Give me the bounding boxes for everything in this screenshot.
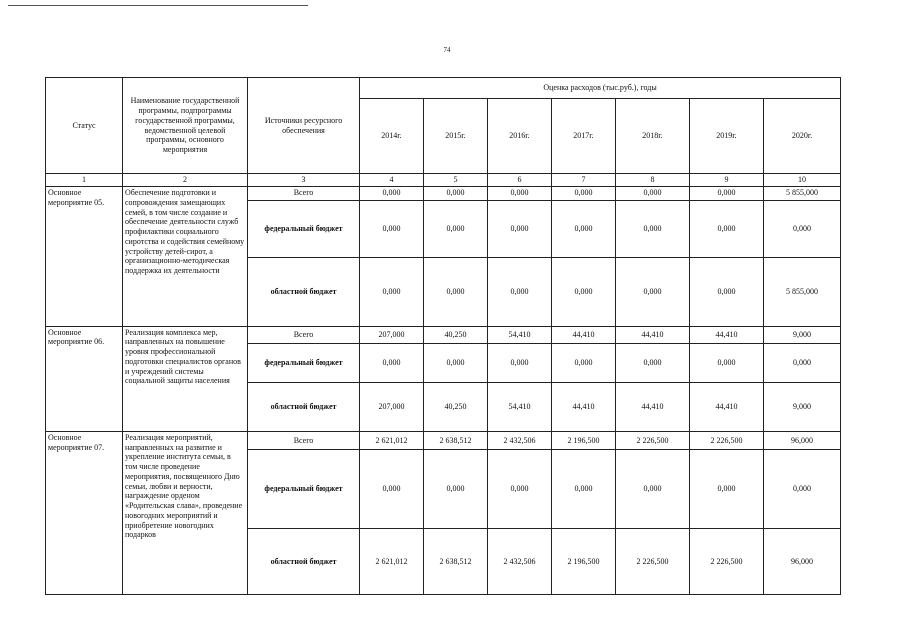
header-name: Наименование государственной программы, подпрограммы государственной программы, ведомственной целевой программы, основного мероприятия (123, 78, 248, 174)
value-cell: 0,000 (552, 258, 616, 326)
value-cell: 96,000 (764, 528, 841, 594)
value-cell: 44,410 (690, 383, 764, 432)
value-cell: 40,250 (424, 326, 488, 344)
value-cell: 0,000 (764, 200, 841, 258)
value-cell: 44,410 (616, 383, 690, 432)
source-federal: федеральный бюджет (248, 344, 360, 383)
value-cell: 0,000 (552, 200, 616, 258)
value-cell: 0,000 (616, 258, 690, 326)
value-cell: 0,000 (424, 200, 488, 258)
column-number: 10 (764, 174, 841, 187)
expenditure-table (45, 77, 841, 595)
source-federal: федеральный бюджет (248, 200, 360, 258)
value-cell: 207,000 (360, 383, 424, 432)
source-regional: областной бюджет (248, 258, 360, 326)
value-cell: 44,410 (552, 383, 616, 432)
value-cell: 0,000 (424, 344, 488, 383)
activity-status: Основное мероприятие 06. (46, 326, 123, 431)
value-cell: 0,000 (488, 344, 552, 383)
value-cell: 0,000 (616, 344, 690, 383)
value-cell: 0,000 (360, 258, 424, 326)
column-number: 5 (424, 174, 488, 187)
value-cell: 0,000 (690, 344, 764, 383)
page-number: 74 (443, 46, 451, 54)
value-cell: 0,000 (764, 344, 841, 383)
activity-name: Обеспечение подготовки и сопровождения замещающих семей, в том числе создание и обеспечение деятельности служб профилактики социального сиротства и содействия семейному устройству детей-сирот, а организационно-методическая поддержка их деятельности (123, 187, 248, 326)
value-cell: 2 621,012 (360, 431, 424, 450)
value-cell: 2 226,500 (690, 528, 764, 594)
source-total: Всего (248, 431, 360, 450)
value-cell: 54,410 (488, 326, 552, 344)
source-regional: областной бюджет (248, 383, 360, 432)
value-cell: 0,000 (424, 258, 488, 326)
value-cell: 9,000 (764, 383, 841, 432)
column-number: 9 (690, 174, 764, 187)
value-cell: 0,000 (424, 187, 488, 200)
header-status: Статус (46, 78, 123, 174)
value-cell: 2 226,500 (616, 431, 690, 450)
header-year: 2017г. (552, 98, 616, 173)
column-number: 1 (46, 174, 123, 187)
column-number: 6 (488, 174, 552, 187)
source-regional: областной бюджет (248, 528, 360, 594)
column-number: 8 (616, 174, 690, 187)
value-cell: 0,000 (690, 258, 764, 326)
value-cell: 0,000 (690, 200, 764, 258)
value-cell: 2 432,506 (488, 431, 552, 450)
value-cell: 0,000 (552, 344, 616, 383)
value-cell: 0,000 (488, 450, 552, 528)
header-year: 2016г. (488, 98, 552, 173)
value-cell: 2 621,012 (360, 528, 424, 594)
value-cell: 0,000 (552, 187, 616, 200)
activity-name: Реализация мероприятий, направленных на развитие и укрепление института семьи, в том числе проведение мероприятия, посвященного Дню семьи, любви и верности, награждение орденом «Родительская слава», проведение новогодних мероприятий и приобретение новогодних подарков (123, 431, 248, 594)
value-cell: 2 638,512 (424, 528, 488, 594)
value-cell: 2 638,512 (424, 431, 488, 450)
column-number: 3 (248, 174, 360, 187)
value-cell: 2 432,506 (488, 528, 552, 594)
activity-status: Основное мероприятие 07. (46, 431, 123, 594)
value-cell: 0,000 (690, 450, 764, 528)
header-year: 2020г. (764, 98, 841, 173)
header-year: 2018г. (616, 98, 690, 173)
value-cell: 0,000 (488, 187, 552, 200)
value-cell: 0,000 (360, 200, 424, 258)
value-cell: 44,410 (690, 326, 764, 344)
value-cell: 2 226,500 (616, 528, 690, 594)
value-cell: 0,000 (360, 450, 424, 528)
value-cell: 0,000 (360, 187, 424, 200)
value-cell: 9,000 (764, 326, 841, 344)
header-year: 2019г. (690, 98, 764, 173)
source-total: Всего (248, 326, 360, 344)
value-cell: 2 196,500 (552, 528, 616, 594)
value-cell: 2 196,500 (552, 431, 616, 450)
header-estimate: Оценка расходов (тыс.руб.), годы (360, 78, 841, 99)
source-total: Всего (248, 187, 360, 200)
value-cell: 44,410 (616, 326, 690, 344)
value-cell: 96,000 (764, 431, 841, 450)
value-cell: 44,410 (552, 326, 616, 344)
column-number: 4 (360, 174, 424, 187)
value-cell: 54,410 (488, 383, 552, 432)
value-cell: 0,000 (552, 450, 616, 528)
value-cell: 5 855,000 (764, 258, 841, 326)
value-cell: 0,000 (616, 187, 690, 200)
value-cell: 0,000 (616, 200, 690, 258)
header-year: 2014г. (360, 98, 424, 173)
value-cell: 0,000 (488, 200, 552, 258)
value-cell: 40,250 (424, 383, 488, 432)
activity-name: Реализация комплекса мер, направленных на повышение уровня профессиональной подготовки специалистов органов и учреждений системы социальной защиты населения (123, 326, 248, 431)
activity-status: Основное мероприятие 05. (46, 187, 123, 326)
value-cell: 2 226,500 (690, 431, 764, 450)
value-cell: 0,000 (488, 258, 552, 326)
source-federal: федеральный бюджет (248, 450, 360, 528)
value-cell: 0,000 (690, 187, 764, 200)
column-number: 2 (123, 174, 248, 187)
value-cell: 0,000 (764, 450, 841, 528)
value-cell: 5 855,000 (764, 187, 841, 200)
value-cell: 207,000 (360, 326, 424, 344)
value-cell: 0,000 (616, 450, 690, 528)
top-rule (8, 5, 308, 6)
value-cell: 0,000 (424, 450, 488, 528)
header-year: 2015г. (424, 98, 488, 173)
value-cell: 0,000 (360, 344, 424, 383)
header-sources: Источники ресурсного обеспечения (248, 78, 360, 174)
column-number: 7 (552, 174, 616, 187)
